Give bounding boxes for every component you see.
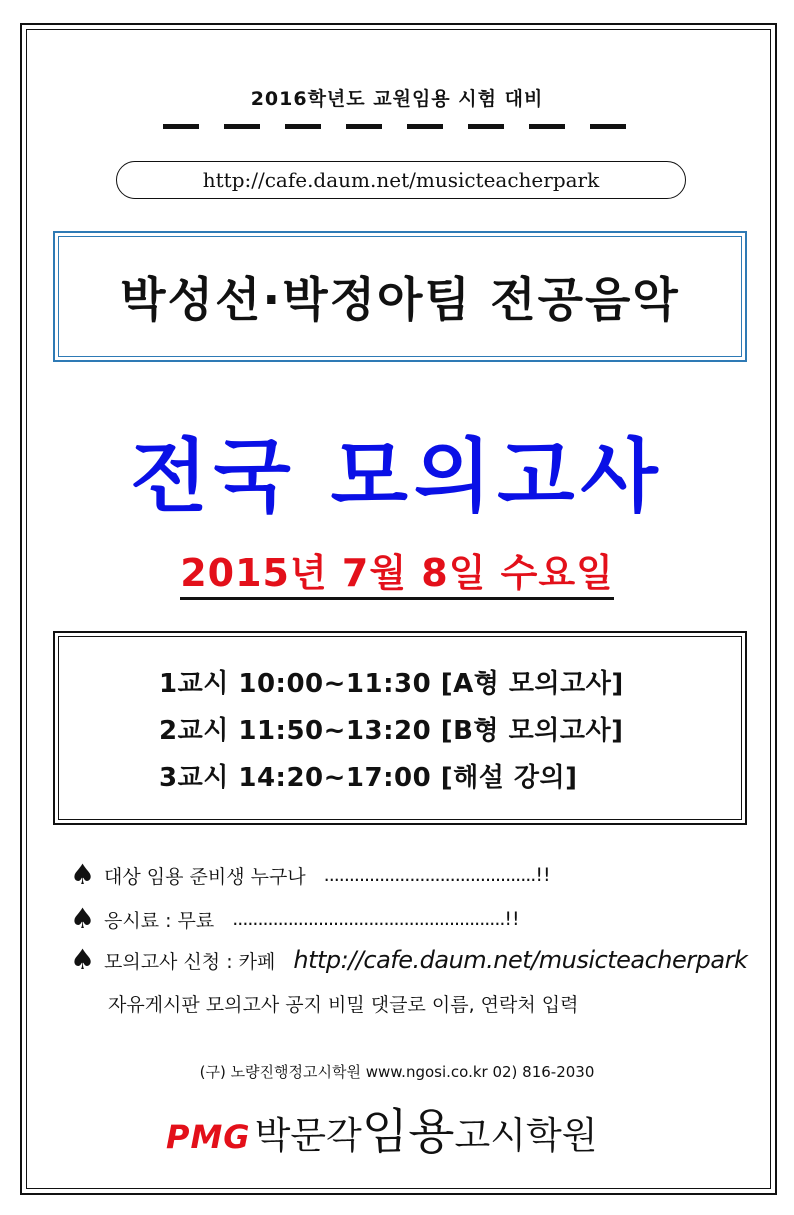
academy-logo bbox=[166, 1093, 598, 1162]
info-end: !! bbox=[535, 864, 551, 886]
exam-title: 전국 모의고사 bbox=[130, 430, 664, 523]
info-item-target bbox=[70, 858, 551, 891]
schedule-row: 2교시 11:50~13:20 [B형 모의고사] bbox=[159, 716, 624, 746]
spade-icon: ♠ bbox=[70, 902, 96, 935]
dash-divider bbox=[163, 124, 626, 129]
schedule-box bbox=[53, 631, 747, 825]
schedule-row: 1교시 10:00~11:30 [A형 모의고사] bbox=[159, 669, 624, 699]
title-box bbox=[53, 231, 747, 362]
info-label: 응시료 : 무료 bbox=[104, 909, 215, 932]
logo-text-a: 박문각 bbox=[254, 1114, 362, 1157]
info-item-apply bbox=[70, 943, 748, 976]
info-dots: .......................................... bbox=[323, 864, 536, 886]
info-item-fee bbox=[70, 902, 520, 935]
year-line: 2016학년도 교원임용 시험 대비 bbox=[250, 88, 544, 110]
pmg-logo-mark: PMG bbox=[166, 1118, 251, 1156]
cafe-url-link[interactable]: http://cafe.daum.net/musicteacherpark bbox=[116, 161, 686, 199]
info-label: 모의고사 신청 : 카페 bbox=[104, 950, 276, 973]
exam-date-text: 2015년 7월 8일 수요일 bbox=[180, 551, 614, 600]
schedule-row: 3교시 14:20~17:00 [해설 강의] bbox=[159, 763, 578, 793]
spade-icon: ♠ bbox=[70, 943, 96, 976]
contact-line: (구) 노량진행정고시학원 www.ngosi.co.kr 02) 816-2030 bbox=[199, 1063, 595, 1081]
logo-text-b: 임용 bbox=[361, 1104, 455, 1160]
info-end: !! bbox=[504, 908, 520, 930]
team-title: 박성선·박정아팀 전공음악 bbox=[58, 236, 742, 357]
info-dots: ...................................................... bbox=[232, 908, 505, 930]
exam-date bbox=[0, 542, 794, 597]
apply-url-link[interactable]: http://cafe.daum.net/musicteacherpark bbox=[293, 946, 748, 974]
logo-text-c: 고시학원 bbox=[454, 1114, 598, 1157]
apply-note: 자유게시판 모의고사 공지 비밀 댓글로 이름, 연락처 입력 bbox=[108, 994, 579, 1016]
info-label: 대상 임용 준비생 누구나 bbox=[104, 865, 306, 888]
spade-icon: ♠ bbox=[70, 858, 96, 891]
